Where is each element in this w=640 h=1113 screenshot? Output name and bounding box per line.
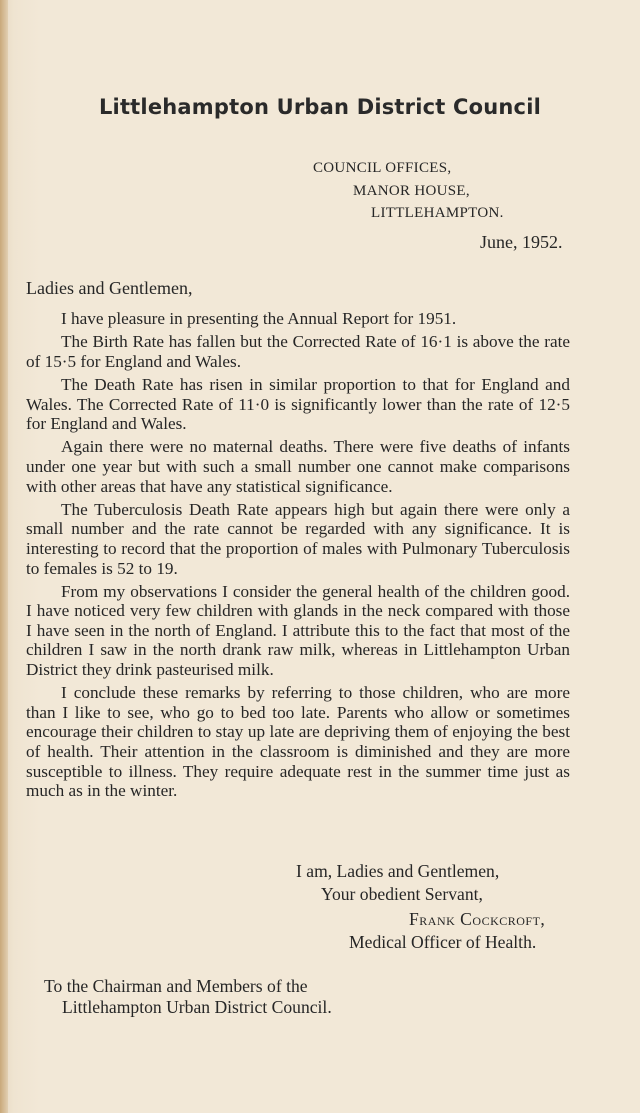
letter-body <box>26 309 570 804</box>
salutation: Ladies and Gentlemen, <box>26 278 193 298</box>
paragraph-1: I have pleasure in presenting the Annual Report for 1951. <box>61 309 457 328</box>
closing-servant: Your obedient Servant, <box>321 884 483 904</box>
paragraph-7: I conclude these remarks by referring to those children, who are more than I like to see, who go to bed too late. Parents who allow or sometimes encourage their children to stay up late are depriving them of enjoying the best of health. Their attention in the classroom is diminished and they are more susceptible to illness. They require adequate rest in the summer time just as much as in the winter. <box>26 683 570 801</box>
paragraph-3: The Death Rate has risen in similar proportion to that for England and Wales. The Corrected Rate of 11·0 is significantly lower than the rate of 12·5 for England and Wales. <box>26 374 570 434</box>
paragraph-6: From my observations I consider the general health of the children good. I have noticed very few children with glands in the neck compared with those I have seen in the north of England. I attribute this to the fact that most of the children I saw in the north drank raw milk, whereas in Littlehampton Urban District they drink pasteurised milk. <box>26 581 570 680</box>
paragraph-2: The Birth Rate has fallen but the Corrected Rate of 16·1 is above the rate of 15·5 for England and Wales. <box>26 332 570 371</box>
address-line-2: MANOR HOUSE, <box>353 183 470 199</box>
closing-line: I am, Ladies and Gentlemen, <box>296 861 500 881</box>
signature-name <box>409 909 545 930</box>
council-heading: Littlehampton Urban District Council <box>98 95 542 119</box>
address-line-1: COUNCIL OFFICES, <box>313 160 452 176</box>
address-line-3: LITTLEHAMPTON. <box>371 205 504 221</box>
paragraph-4: Again there were no maternal deaths. There were five deaths of infants under one year but with such a small number one cannot make comparisons with other areas that have any statistical significance. <box>26 437 570 496</box>
addressee-line-1: To the Chairman and Members of the <box>44 976 308 996</box>
paragraph-5: The Tuberculosis Death Rate appears high but again there were only a small number and the rate cannot be regarded with any significance. It is interesting to record that the proportion of males with Pulmonary Tuberculosis to females is 52 to 19. <box>26 499 570 578</box>
letter-date: June, 1952. <box>480 232 563 252</box>
signature-text: Frank Cockcroft, <box>409 909 546 929</box>
signature-title: Medical Officer of Health. <box>349 932 537 952</box>
page-spine-edge <box>0 0 8 1113</box>
addressee-line-2: Littlehampton Urban District Council. <box>62 997 332 1017</box>
